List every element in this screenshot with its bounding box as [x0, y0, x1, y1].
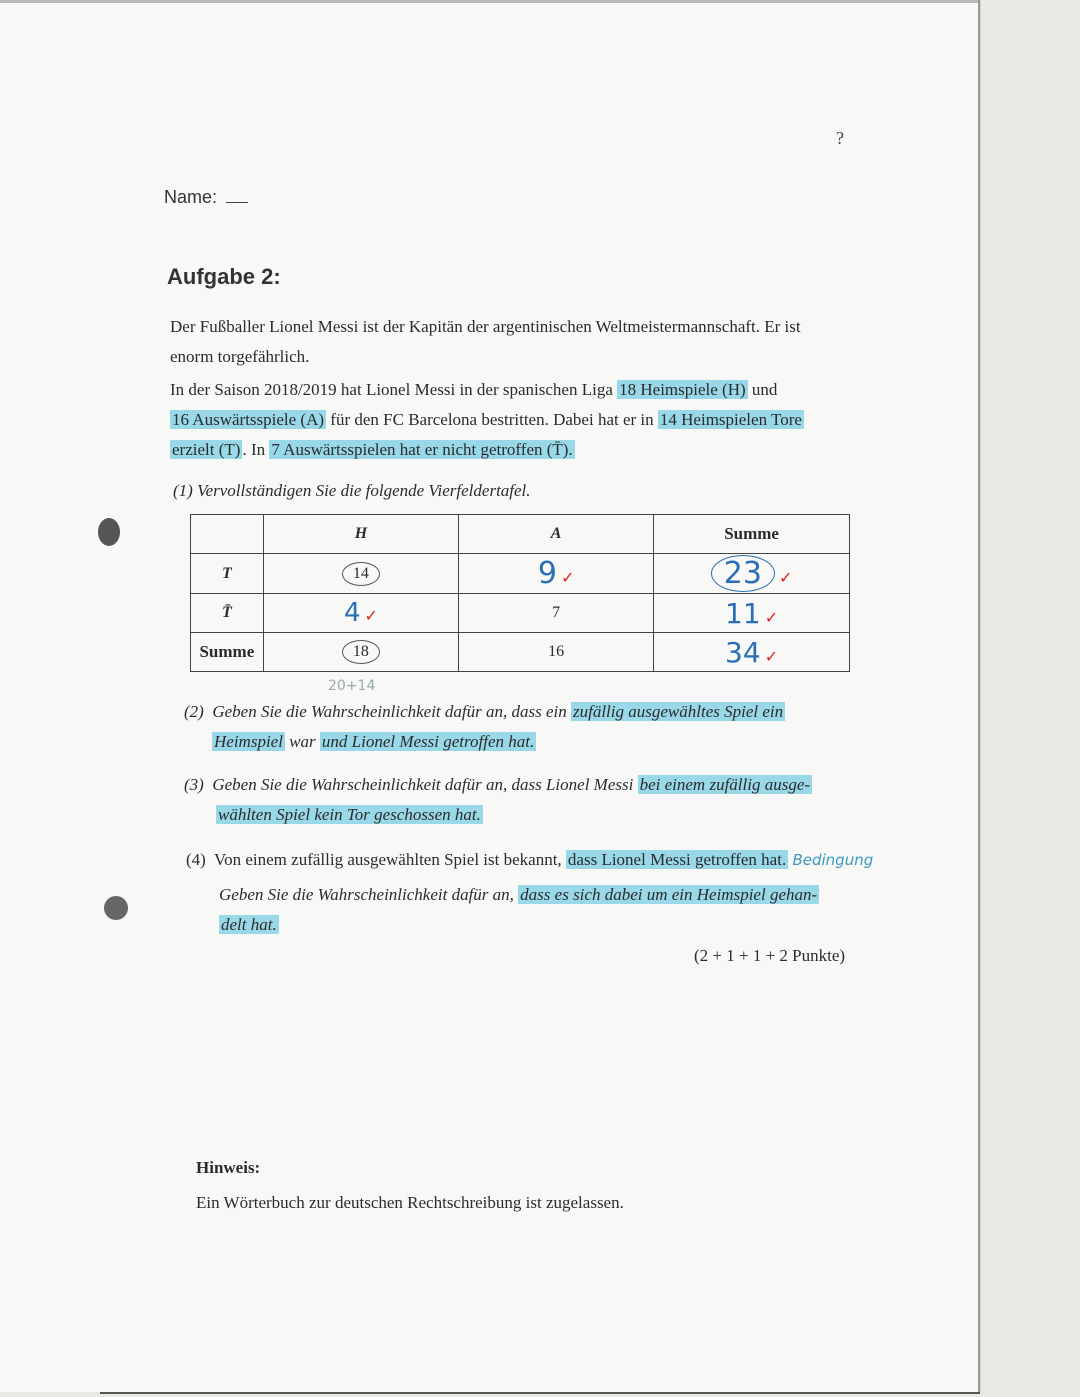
highlight: dass es sich dabei um ein Heimspiel gehan- [520, 885, 818, 904]
handwritten-value: 4 [343, 598, 361, 628]
facts-line-1 [170, 375, 860, 405]
question-number: (4) [186, 850, 206, 869]
highlight: wählten Spiel kein Tor geschossen hat. [218, 805, 481, 824]
q3-line-2 [184, 800, 864, 830]
q4-line-3 [219, 910, 859, 940]
handwritten-value: 9 [537, 556, 557, 591]
question-3 [184, 770, 864, 830]
text-span: . In [242, 440, 266, 459]
name-label [164, 187, 248, 208]
intro-paragraph [170, 312, 860, 372]
intro-line: Der Fußballer Lionel Messi ist der Kapitän der argentinischen Weltmeistermannschaft. Er ist [170, 317, 801, 336]
question-4-body [219, 880, 859, 940]
task-title: Aufgabe 2: [167, 264, 281, 289]
check-mark-icon: ✓ [778, 568, 793, 587]
paper-top-edge [0, 0, 980, 3]
handwritten-value: 11 [725, 596, 761, 630]
circled-value: 14 [342, 562, 380, 586]
facts-paragraph [170, 375, 860, 465]
q3-line-1 [184, 770, 864, 800]
circled-value: 18 [342, 640, 380, 664]
check-mark-icon: ✓ [364, 606, 378, 625]
handwritten-value: 23 [711, 555, 775, 592]
paper-right-edge [978, 0, 980, 1392]
cell-tbar-h [263, 594, 458, 633]
text-span: Geben Sie die Wahrscheinlichkeit dafür an, [219, 885, 514, 904]
top-right-mark: ? [836, 128, 844, 148]
table-header-cell: H [263, 515, 458, 554]
pencil-note: 20+14 [328, 678, 376, 694]
table-row [191, 594, 850, 633]
row-label: T̄ [191, 594, 264, 633]
name-blank-line [226, 202, 248, 203]
contingency-table [190, 514, 850, 672]
table-corner-cell [191, 515, 264, 554]
points-note: (2 + 1 + 1 + 2 Punkte) [694, 946, 846, 965]
handwritten-note: Bedingung [792, 851, 874, 869]
highlight: zufällig ausgewähltes Spiel ein [573, 702, 784, 721]
q4-line-1 [186, 845, 926, 875]
facts-line-2 [170, 405, 860, 435]
highlight: 14 Heimspielen Tore [659, 410, 802, 429]
q2-line-2 [184, 727, 864, 757]
question-4 [186, 845, 926, 875]
table-row [191, 633, 850, 672]
table-header-cell: A [459, 515, 654, 554]
hint-text: Ein Wörterbuch zur deutschen Rechtschreibung ist zugelassen. [196, 1193, 624, 1212]
paper-bottom-edge [100, 1392, 980, 1394]
cell-t-sum [654, 554, 850, 594]
highlight: dass Lionel Messi getroffen hat. [567, 850, 787, 869]
punch-hole [104, 896, 128, 920]
text-span: In der Saison 2018/2019 hat Lionel Messi in der spanischen Liga [170, 380, 613, 399]
highlight: delt hat. [221, 915, 277, 934]
highlight: 18 Heimspiele (H) [619, 380, 746, 399]
highlight: bei einem zufällig ausge- [639, 775, 811, 794]
highlight: erzielt (T) [172, 440, 241, 459]
check-mark-icon: ✓ [764, 607, 779, 627]
hint-title: Hinweis: [196, 1158, 261, 1177]
cell-tbar-sum [654, 594, 850, 633]
handwritten-value: 34 [725, 635, 761, 669]
highlight: 7 Auswärtsspielen hat er nicht getroffen (T̄). [271, 440, 573, 459]
cell-t-h [263, 554, 458, 594]
row-label: T [191, 554, 264, 594]
row-label: Summe [191, 633, 264, 672]
question-2 [184, 697, 864, 757]
table-header-row [191, 515, 850, 554]
text-span: für den FC Barcelona bestritten. Dabei hat er in [330, 410, 654, 429]
facts-line-3 [170, 435, 860, 465]
highlight: 16 Auswärtsspiele (A) [172, 410, 325, 429]
text-span: Geben Sie die Wahrscheinlichkeit dafür an, dass ein [212, 702, 567, 721]
name-label-text: Name: [164, 187, 218, 207]
question-number: (3) [184, 775, 204, 794]
table-header-cell: Summe [654, 515, 850, 554]
cell-tbar-a: 7 [459, 594, 654, 633]
cell-t-a [459, 554, 654, 594]
punch-hole [98, 518, 120, 546]
text-span: Geben Sie die Wahrscheinlichkeit dafür an, dass Lionel Messi [212, 775, 634, 794]
highlight: und Lionel Messi getroffen hat. [321, 732, 535, 751]
question-1: (1) Vervollständigen Sie die folgende Vierfeldertafel. [173, 481, 531, 500]
q2-line-1 [184, 697, 864, 727]
cell-sum-a: 16 [459, 633, 654, 672]
text-span: und [751, 380, 778, 399]
intro-line: enorm torgefährlich. [170, 347, 310, 366]
question-number: (2) [184, 702, 204, 721]
cell-sum-h [263, 633, 458, 672]
text-span: Von einem zufällig ausgewählten Spiel ist bekannt, [214, 850, 562, 869]
cell-sum-sum [654, 633, 850, 672]
check-mark-icon: ✓ [764, 646, 779, 666]
q4-line-2 [219, 880, 859, 910]
text-span: war [289, 732, 316, 751]
table-row [191, 554, 850, 594]
highlight: Heimspiel [214, 732, 283, 751]
check-mark-icon: ✓ [560, 568, 575, 587]
